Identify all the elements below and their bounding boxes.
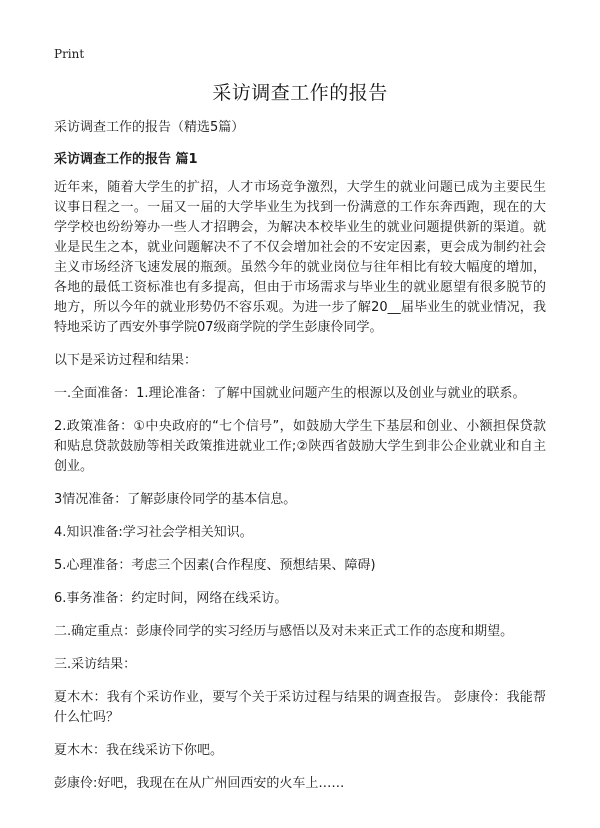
results-heading: 三.采访结果： [54,657,137,672]
document-body [54,118,546,807]
preparation-policy: 2.政策准备：①中央政府的“七个信号”，如鼓励大学生下基层和创业、小额担保贷款和贴息贷款鼓励等相关政策推进就业工作;②陕西省鼓励大学生到非公企业就业和自主创业。 [54,419,546,474]
dialogue-line: 夏木木：我有个采访作业，要写个关于采访过程与结果的调查报告。 彭康伶：我能帮什么忙吗？ [54,690,546,725]
process-intro: 以下是采访过程和结果： [54,353,198,368]
preparation-psychology: 5.心理准备：考虑三个因素(合作程度、预想结果、障碍) [54,558,376,573]
preparation-theory: 一.全面准备：1.理论准备：了解中国就业问题产生的根源以及创业与就业的联系。 [54,386,526,401]
dialogue-line: 彭康伶:好吧，我现在在从广州回西安的火车上…… [54,776,345,791]
document-subtitle: 采访调查工作的报告（精选5篇） [54,120,245,135]
key-focus: 二.确定重点：彭康伶同学的实习经历与感悟以及对未来正式工作的态度和期望。 [54,624,514,639]
preparation-knowledge: 4.知识准备:学习社会学相关知识。 [54,525,253,540]
print-link[interactable]: Print [54,47,85,61]
intro-paragraph: 近年来，随着大学生的扩招，人才市场竞争激烈，大学生的就业问题已成为主要民生议事日程之一。一届又一届的大学毕业生为找到一份满意的工作东奔西跑，现在的大学学校也纷纷筹办一些人才招聘会，为解决本校毕业生的就业问题提供新的渠道。就业是民生之本，就业问题解决不了不仅会增加社会的不安定因素，更会成为制约社会主义市场经济飞速发展的瓶颈。虽然今年的就业岗位与往年相比有较大幅度的增加，各地的最低工资标准也有多提高，但由于市场需求与毕业生的就业愿望有很多脱节的地方，所以今年的就业形势仍不容乐观。为进一步了解20__届毕业生的就业情况，我特地采访了西安外事学院07级商学院的学生彭康伶同学。 [54,180,546,335]
section-heading: 采访调查工作的报告 篇1 [54,152,198,167]
dialogue-line: 夏木木：我在线采访下你吧。 [54,743,224,758]
document-title: 采访调查工作的报告 [212,82,388,104]
preparation-affairs: 6.事务准备：约定时间，网络在线采访。 [54,591,288,606]
preparation-situation: 3情况准备：了解彭康伶同学的基本信息。 [54,492,297,507]
